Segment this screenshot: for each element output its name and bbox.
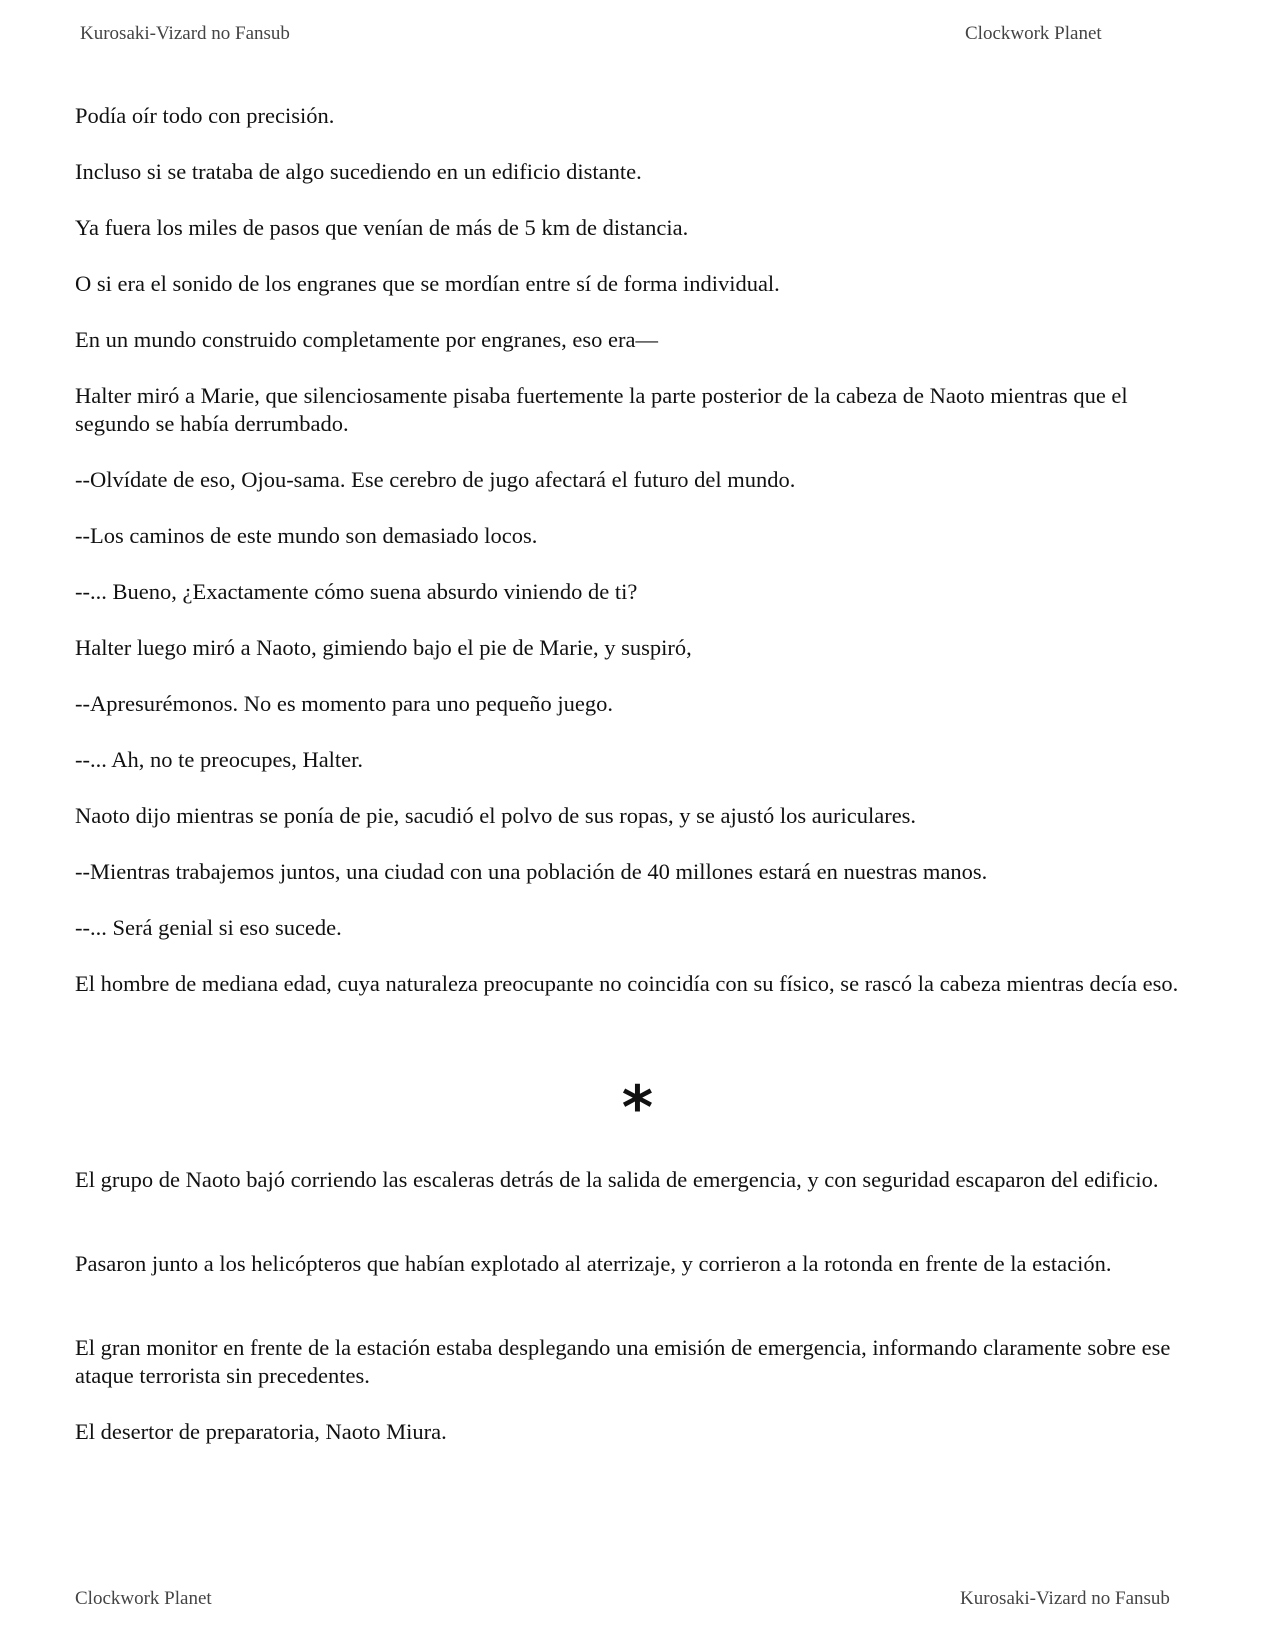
paragraph: El desertor de preparatoria, Naoto Miura. — [75, 1419, 447, 1444]
paragraph: En un mundo construido completamente por engranes, eso era— — [75, 327, 658, 352]
paragraph: Incluso si se trataba de algo sucediendo en un edificio distante. — [75, 159, 642, 184]
paragraph: O si era el sonido de los engranes que se mordían entre sí de forma individual. — [75, 271, 780, 296]
header-left-text: Kurosaki-Vizard no Fansub — [80, 23, 290, 44]
paragraph: El grupo de Naoto bajó corriendo las escaleras detrás de la salida de emergencia, y con seguridad escaparon del edificio. — [75, 1167, 1159, 1192]
paragraph: Naoto dijo mientras se ponía de pie, sacudió el polvo de sus ropas, y se ajustó los auriculares. — [75, 803, 917, 828]
section-separator-asterisk: * — [621, 1073, 654, 1143]
footer-right-text: Kurosaki-Vizard no Fansub — [960, 1588, 1170, 1609]
paragraph: --Los caminos de este mundo son demasiado locos. — [75, 523, 538, 548]
paragraph: --... Ah, no te preocupes, Halter. — [75, 747, 364, 772]
paragraph: --Mientras trabajemos juntos, una ciudad con una población de 40 millones estará en nuestras manos. — [75, 859, 988, 884]
paragraph: Halter miró a Marie, que silenciosamente pisaba fuertemente la parte posterior de la cabeza de Naoto mientras que el segundo se había derrumbado. — [75, 383, 1128, 436]
paragraph: Pasaron junto a los helicópteros que habían explotado al aterrizaje, y corrieron a la rotonda en frente de la estación. — [75, 1251, 1112, 1276]
paragraph: --... Bueno, ¿Exactamente cómo suena absurdo viniendo de ti? — [75, 579, 638, 604]
paragraph: --Apresurémonos. No es momento para uno pequeño juego. — [75, 691, 613, 716]
paragraph: --... Será genial si eso sucede. — [75, 915, 342, 940]
paragraph: Halter luego miró a Naoto, gimiendo bajo el pie de Marie, y suspiró, — [75, 635, 692, 660]
header-right-text: Clockwork Planet — [965, 23, 1102, 44]
paragraph: El hombre de mediana edad, cuya naturaleza preocupante no coincidía con su físico, se rascó la cabeza mientras decía eso. — [75, 971, 1179, 996]
paragraph: El gran monitor en frente de la estación estaba desplegando una emisión de emergencia, informando claramente sobre ese ataque terrorista sin precedentes. — [75, 1335, 1171, 1388]
paragraph: Ya fuera los miles de pasos que venían de más de 5 km de distancia. — [75, 215, 689, 240]
paragraph: --Olvídate de eso, Ojou-sama. Ese cerebro de jugo afectará el futuro del mundo. — [75, 467, 796, 492]
footer-left-text: Clockwork Planet — [75, 1588, 212, 1609]
paragraph: Podía oír todo con precisión. — [75, 103, 335, 128]
